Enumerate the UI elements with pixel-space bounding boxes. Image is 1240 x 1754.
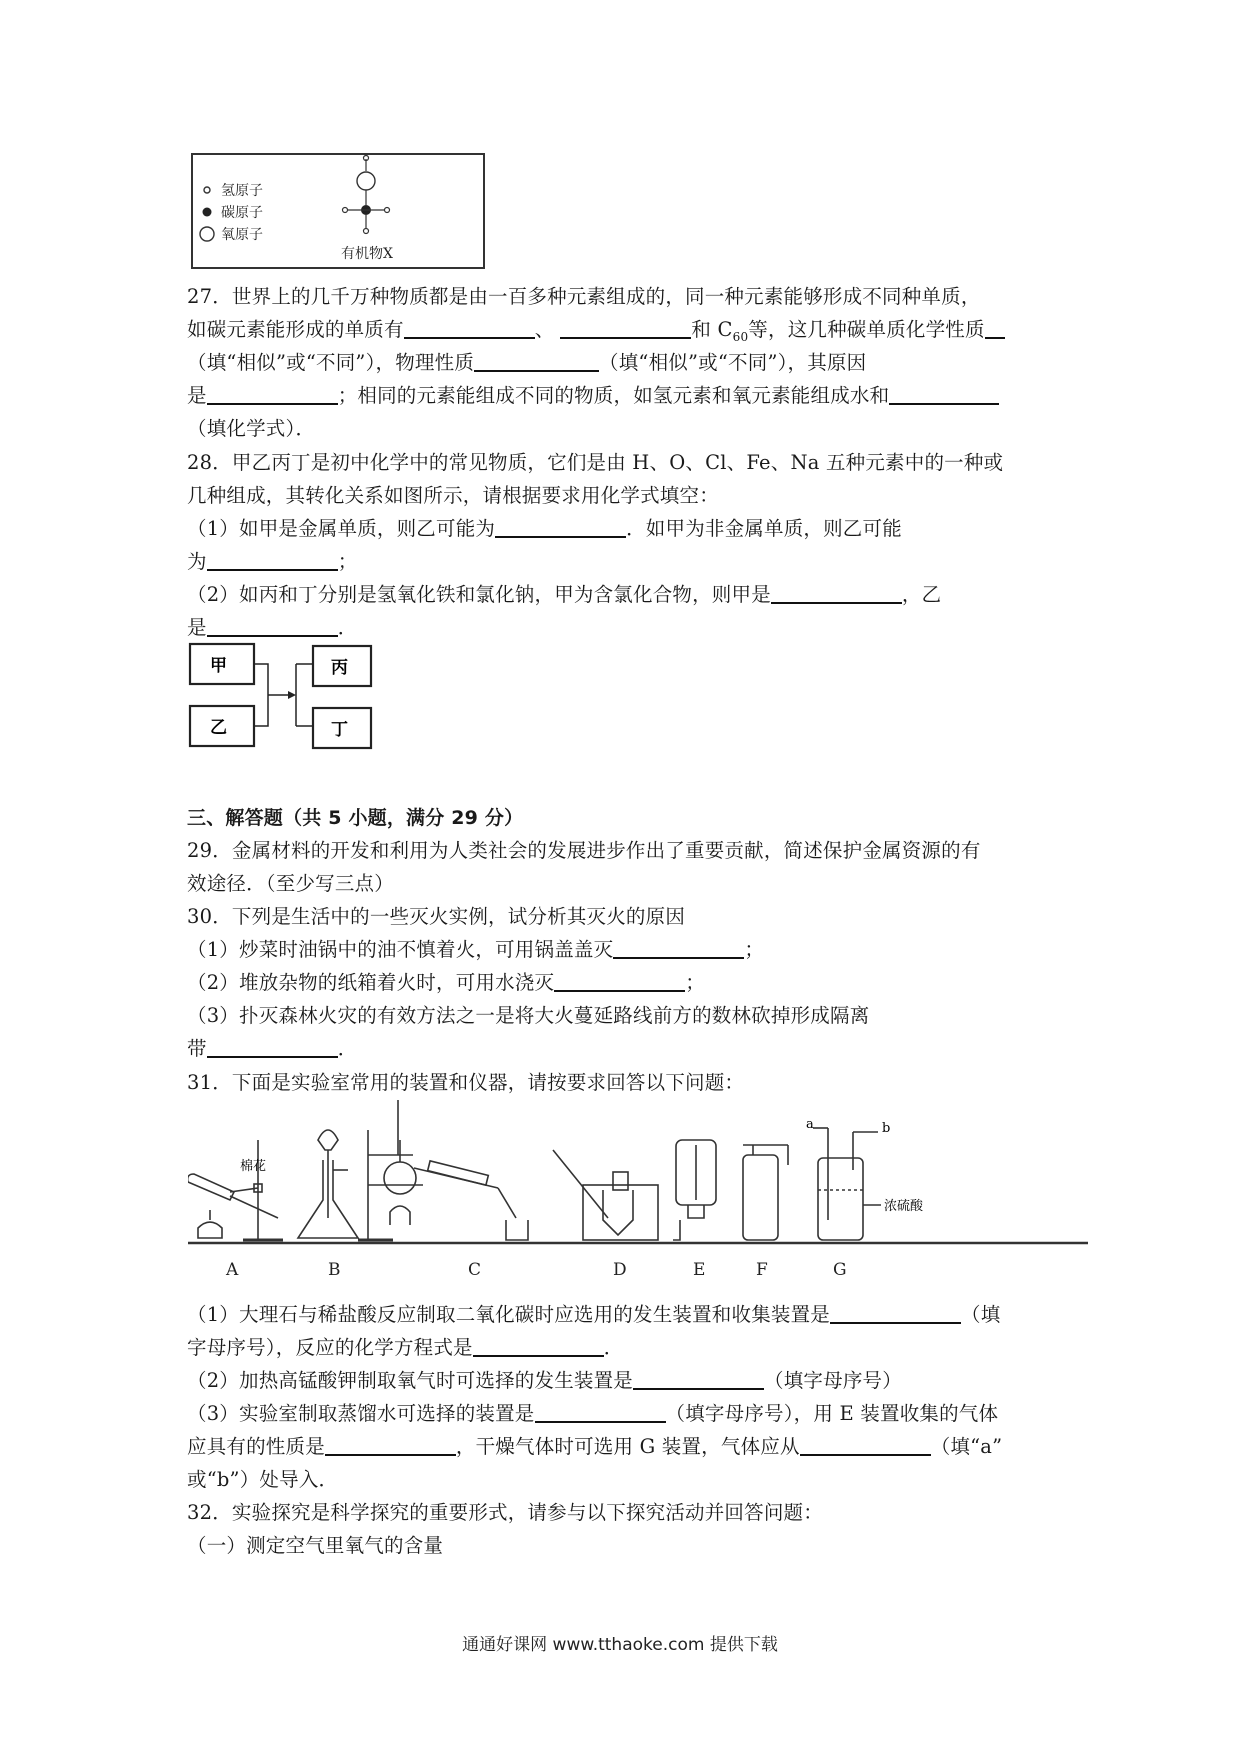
q28-line-6: 是 ． [187,616,358,639]
cotton-label: 棉花 [240,1159,267,1174]
q28-blank-yi-nonmetal[interactable] [207,549,338,571]
q31-line-2: （1）大理石与稀盐酸反应制取二氧化碳时应选用的发生装置和收集装置是 （填 [187,1303,1001,1326]
q31-blank-equation[interactable] [473,1335,604,1357]
apparatus-g [813,1128,881,1240]
q31-line-3: 字母序号），反应的化学方程式是 ． [187,1336,624,1359]
q27-blank-formula[interactable] [889,383,999,405]
label-e: E [693,1260,706,1280]
q30-line-4: （3）扑灭森林火灾的有效方法之一是将大火蔓延路线前方的数林砍掉形成隔离 [187,1004,870,1027]
q31-blank-o2-apparatus[interactable] [633,1368,764,1390]
legend-label-oxygen: 氧原子 [221,227,263,243]
apparatus-c [358,1100,528,1240]
q27-blank-allotrope-2[interactable] [560,317,691,339]
label-b: B [328,1260,341,1280]
label-c: C [468,1260,482,1280]
q30-blank-2[interactable] [554,970,685,992]
label-ding: 丁 [331,720,348,740]
q28-blank-jia[interactable] [771,582,902,604]
q30-blank-3[interactable] [207,1036,338,1058]
q28-line-1: 28．甲乙丙丁是初中化学中的常见物质，它们是由 H、O、Cl、Fe、Na 五种元素中的一种或 [187,451,1004,474]
q27-blank-physical-property[interactable] [474,350,599,372]
label-g: G [833,1260,847,1280]
q31-blank-co2-apparatus[interactable] [830,1302,961,1324]
molecule-label: 有机物X [341,246,393,262]
q27-line-5: （填化学式）． [187,417,316,440]
q31-line-5: （3）实验室制取蒸馏水可选择的装置是 （填字母序号），用 E 装置收集的气体 [187,1402,999,1425]
q27-blank-reason[interactable] [207,383,338,405]
q27-line-4: 是 ；相同的元素能组成不同的物质，如氢元素和氧元素能组成水和 [187,382,999,410]
apparatus-d [553,1150,658,1240]
q31-blank-port[interactable] [800,1434,931,1456]
molecule-legend-figure [191,153,485,269]
q29-line-1: 29．金属材料的开发和利用为人类社会的发展进步作出了重要贡献，简述保护金属资源的有 [187,839,981,862]
q28-relation-diagram [188,640,378,755]
q27-line-2: 如碳元素能形成的单质有 、 和 $C_{60}$等，这几种碳单质化学性质 [187,316,1005,351]
section-3-title: 三、解答题（共 5 小题，满分 29 分） [187,807,524,829]
legend-label-carbon: 碳原子 [221,205,263,221]
label-f: F [756,1260,768,1280]
legend-label-hydrogen: 氢原子 [221,183,263,199]
label-a: A [226,1260,239,1280]
q30-blank-1[interactable] [613,937,744,959]
label-bing: 丙 [331,658,348,678]
molecule-diagram [193,155,483,267]
q28-line-3: （1）如甲是金属单质，则乙可能为 ．如甲为非金属单质，则乙可能 [187,517,902,540]
label-d: D [613,1260,627,1280]
hydrogen-atom-icon [204,187,210,193]
apparatus-f [743,1145,788,1240]
q27-line-1: 27．世界上的几千万种物质都是由一百多种元素组成的，同一种元素能够形成不同种单质， [187,285,981,308]
q31-line-4: （2）加热高锰酸钾制取氧气时可选择的发生装置是 （填字母序号） [187,1369,902,1392]
q28-line-4: 为 ； [187,550,358,573]
q31-line-1: 31．下面是实验室常用的装置和仪器，请按要求回答以下问题： [187,1071,745,1094]
q28-line-5: （2）如丙和丁分别是氢氧化铁和氯化钠，甲为含氯化合物，则甲是 ，乙 [187,583,942,606]
apparatus-e [673,1140,716,1240]
q30-line-2: （1）炒菜时油锅中的油不慎着火，可用锅盖盖灭 ； [187,938,765,961]
q29-line-2: 效途径．（至少写三点） [187,872,394,895]
label-jia: 甲 [210,656,227,676]
q31-line-6: 应具有的性质是 ，干燥气体时可选用 G 装置，气体应从 （填“a” [187,1435,1003,1458]
apparatus-b [298,1130,358,1238]
port-a-label: a [806,1117,814,1132]
q31-blank-gas-property[interactable] [325,1434,456,1456]
q30-line-1: 30．下列是生活中的一些灭火实例，试分析其灭火的原因 [187,905,686,928]
label-yi: 乙 [210,718,227,738]
q32-line-1: 32．实验探究是科学探究的重要形式，请参与以下探究活动并回答问题： [187,1501,823,1524]
acid-label: 浓硫酸 [884,1199,924,1214]
carbon-atom-icon [203,208,212,217]
q27-line-3: （填“相似”或“不同”），物理性质 （填“相似”或“不同”），其原因 [187,351,867,374]
q31-blank-distill-apparatus[interactable] [535,1401,666,1423]
lab-apparatus-figure [188,1100,1088,1290]
page-footer: 通通好课网 www.tthaoke.com 提供下载 [462,1635,778,1655]
q30-line-3: （2）堆放杂物的纸箱着火时，可用水浇灭 ； [187,971,705,994]
oxygen-atom-icon [200,227,214,241]
apparatus-a [188,1140,283,1240]
q28-line-2: 几种组成，其转化关系如图所示，请根据要求用化学式填空： [187,484,719,507]
q27-blank-allotrope-1[interactable] [404,317,535,339]
q30-line-5: 带 ． [187,1037,358,1060]
organic-molecule-x [343,156,390,234]
q32-line-2: （一）测定空气里氧气的含量 [187,1534,444,1557]
q28-blank-yi[interactable] [207,615,338,637]
q31-line-7: 或“b”）处导入． [187,1468,339,1491]
q28-blank-yi-metal[interactable] [495,516,626,538]
q27-blank-chemical-property[interactable] [985,317,1005,339]
port-b-label: b [882,1121,891,1136]
